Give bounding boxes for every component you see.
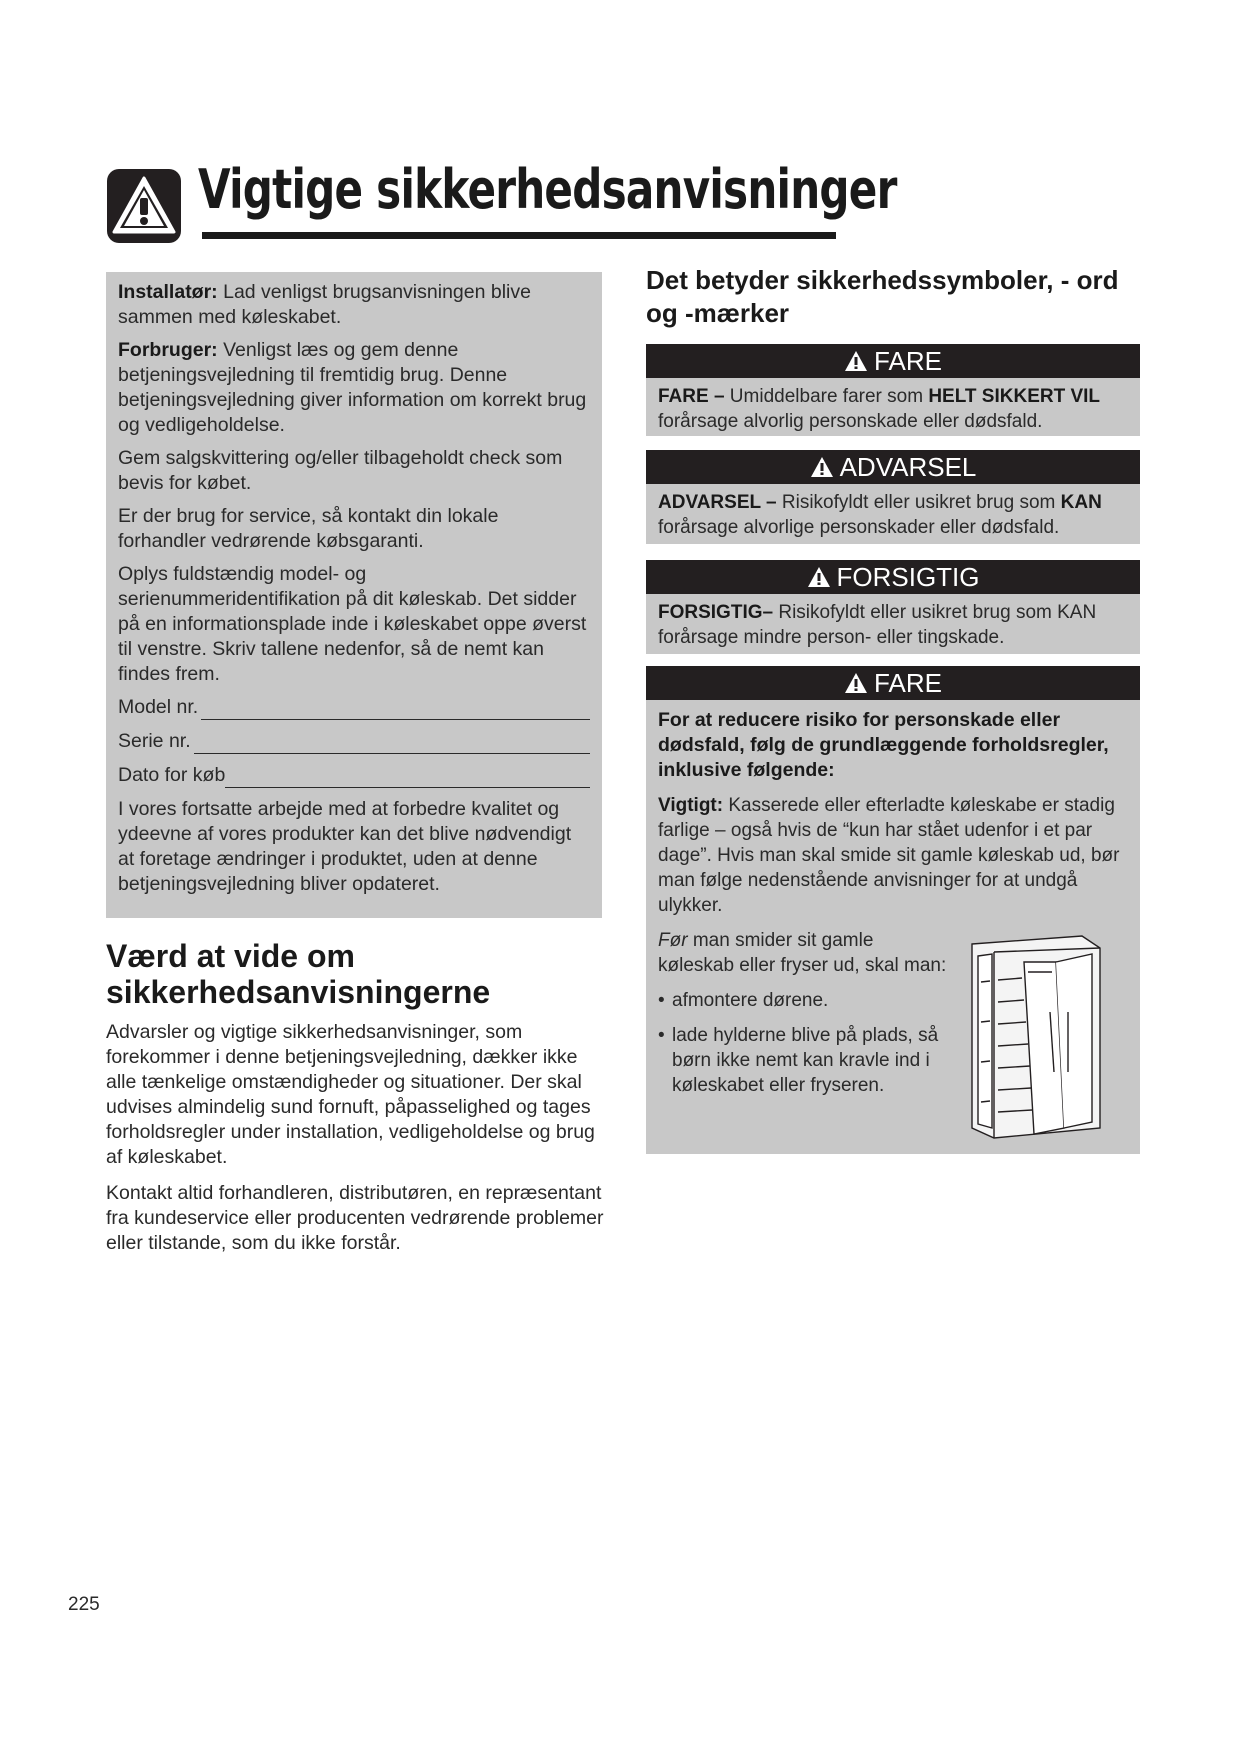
signal-header-fare-disposal: FARE <box>646 666 1140 700</box>
receipt-paragraph: Gem salgskvittering og/eller tilbageholdt check som bevis for købet. <box>118 447 563 494</box>
signal-box-advarsel <box>646 450 1140 544</box>
before-disposal-paragraph: Før man smider sit gamle køleskab eller fryser ud, skal man: <box>658 930 947 976</box>
service-paragraph: Er der brug for service, så kontakt din lokale forhandler vedrørende købsgaranti. <box>118 505 499 552</box>
warning-triangle-icon <box>106 168 182 244</box>
warning-triangle-icon <box>807 566 831 588</box>
signal-text-forsigtig: FORSIGTIG– Risikofyldt eller usikret brug som KAN forårsage mindre person- eller tingskade. <box>658 602 1097 648</box>
warning-triangle-icon <box>844 672 868 694</box>
list-item: • lade hylderne blive på plads, så børn ikke nemt kan kravle ind i køleskabet eller fryseren. <box>658 1023 958 1098</box>
owner-info-box <box>106 272 602 918</box>
section-heading-symbols: Det betyder sikkerhedssymboler, - ord og -mærker <box>646 265 1119 328</box>
signal-text-advarsel: ADVARSEL – Risikofyldt eller usikret brug som KAN forårsage alvorlige personskader eller dødsfald. <box>658 492 1102 538</box>
page-title: Vigtige sikkerhedsanvisninger <box>198 158 897 221</box>
model-number-field[interactable]: Model nr. <box>118 695 590 720</box>
signal-text-fare: FARE – Umiddelbare farer som HELT SIKKERT VIL forårsage alvorlig personskade eller dødsfald. <box>658 386 1101 432</box>
warning-triangle-icon <box>844 350 868 372</box>
signal-header-advarsel: ADVARSEL <box>646 450 1140 484</box>
installer-paragraph: Installatør: Lad venligst brugsanvisningen blive sammen med køleskabet. <box>118 281 531 328</box>
signal-box-forsigtig <box>646 560 1140 654</box>
important-paragraph: Vigtigt: Kasserede eller efterladte køleskabe er stadig farlige – også hvis de “kun har stået udenfor i et par dage”. Hvis man skal smide sit gamle køleskab ud, bør man følge nedenstående anvisninger for at undgå ulykker. <box>658 795 1120 916</box>
title-underline <box>202 232 836 239</box>
disposal-steps-list <box>658 988 958 1098</box>
section-heading-about: Værd at vide om sikkerhedsanvisningerne <box>106 938 491 1010</box>
signal-header-forsigtig: FORSIGTIG <box>646 560 1140 594</box>
disposal-lead: For at reducere risiko for personskade eller dødsfald, følg de grundlæggende forholdsregler, inklusive følgende: <box>658 709 1109 781</box>
serial-number-field[interactable]: Serie nr. <box>118 729 590 754</box>
about-paragraph-2: Kontakt altid forhandleren, distributøren, en repræsentant fra kundeservice eller producenten vedrørende problemer eller tilstande, som du ikke forstår. <box>106 1182 604 1254</box>
warning-triangle-icon <box>810 456 834 478</box>
signal-box-fare <box>646 344 1140 436</box>
consumer-paragraph: Forbruger: Venligst læs og gem denne betjeningsvejledning til fremtidig brug. Denne betjeningsvejledning giver information om korrekt brug og vedligeholdelse. <box>118 339 587 436</box>
model-info-paragraph: Oplys fuldstændig model- og serienummeridentifikation på dit køleskab. Det sidder på en informationsplade inde i køleskabet oppe øverst til venstre. Skriv tallene nedenfor, så de nemt kan findes frem. <box>118 563 587 685</box>
list-item: • afmontere dørene. <box>658 988 958 1013</box>
page-number: 225 <box>68 1594 100 1615</box>
about-paragraph-1: Advarsler og vigtige sikkerhedsanvisninger, som forekommer i denne betjeningsvejledning, dækker ikke alle tænkelige omstændigheder og situationer. Der skal udvises almindelig sund fornuft, påpasselighed og tages forholdsregler under installation, vedligeholdelse og brug af køleskabet. <box>106 1021 595 1168</box>
about-body <box>106 1020 606 1267</box>
refrigerator-illustration <box>964 932 1106 1140</box>
improvement-paragraph: I vores fortsatte arbejde med at forbedre kvalitet og ydeevne af vores produkter kan det blive nødvendigt at foretage ændringer i produktet, uden at denne betjeningsvejledning bliver opdateret. <box>118 798 572 895</box>
signal-header-fare: FARE <box>646 344 1140 378</box>
purchase-date-field[interactable]: Dato for køb <box>118 763 590 788</box>
